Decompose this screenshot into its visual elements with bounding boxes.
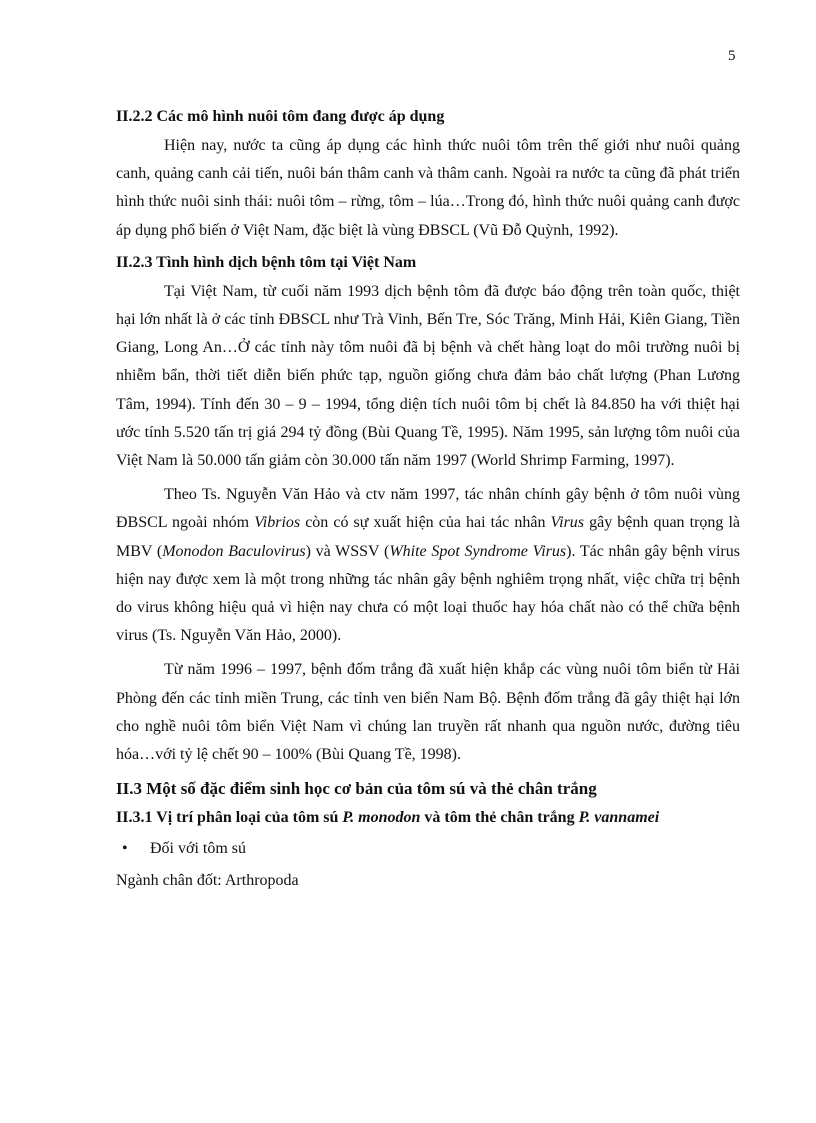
italic-term: Vibrios	[254, 514, 301, 532]
text-run: còn có sự xuất hiện của hai tác nhân	[300, 514, 551, 532]
taxonomy-line: Ngành chân đốt: Arthropoda	[116, 872, 299, 890]
paragraph-pathogens	[116, 481, 740, 650]
text-run: ). Tác nhân gây bệnh virus hiện nay được xem là một trong những tác nhân gây bệnh nghiêm trọng nhất, việc chữa trị bệnh do virus không hiệu quả vì hiện nay chưa có một loại thuốc hay hóa chất nào có thể chữa bệnh virus (Ts. Nguyễn Văn Hảo, 2000).	[116, 542, 740, 645]
heading-2-2-2: II.2.2 Các mô hình nuôi tôm đang được áp dụng	[116, 108, 445, 125]
paragraph-white-spot: Từ năm 1996 – 1997, bệnh đốm trắng đã xuất hiện khắp các vùng nuôi tôm biển từ Hải Phòng đến các tỉnh miền Trung, các tỉnh ven biển Nam Bộ. Bệnh đốm trắng đã gây thiệt hại lớn cho nghề nuôi tôm biển Việt Nam vì chúng lan truyền rất nhanh qua nguồn nước, đường tiêu hóa…với tỷ lệ chết 90 – 100% (Bùi Quang Tề, 1998).	[116, 661, 740, 764]
italic-term: White Spot Syndrome Virus	[389, 542, 567, 560]
paragraph-shrimp-farming-models: Hiện nay, nước ta cũng áp dụng các hình thức nuôi tôm trên thế giới như nuôi quảng canh, quảng canh cải tiến, nuôi bán thâm canh và thâm canh. Ngoài ra nước ta cũng đã phát triển hình thức nuôi sinh thái: nuôi tôm – rừng, tôm – lúa…Trong đó, hình thức nuôi quảng canh được áp dụng phổ biến ở Việt Nam, đặc biệt là vùng ĐBSCL (Vũ Đỗ Quỳnh, 1992).	[116, 137, 740, 239]
heading-2-3: II.3 Một số đặc điểm sinh học cơ bản của tôm sú và thẻ chân trắng	[116, 779, 597, 799]
heading-2-3-1	[116, 807, 740, 829]
heading-text: II.3.1 Vị trí phân loại của tôm sú	[116, 809, 343, 827]
text-run: gây bệnh quan trọng là MBV (	[116, 514, 741, 560]
species-name: P. monodon	[342, 809, 421, 827]
heading-text: và tôm thẻ chân trắng	[420, 809, 579, 827]
heading-2-2-3: II.2.3 Tình hình dịch bệnh tôm tại Việt Nam	[116, 253, 417, 271]
italic-term: Virus	[550, 514, 585, 532]
paragraph-disease-situation: Tại Việt Nam, từ cuối năm 1993 dịch bệnh tôm đã được báo động trên toàn quốc, thiệt hại lớn nhất là ở các tỉnh ĐBSCL như Trà Vinh, Bến Tre, Sóc Trăng, Minh Hải, Kiên Giang, Tiền Giang, Long An…Ở các tỉnh này tôm nuôi đã bị bệnh và chết hàng loạt do môi trường nuôi bị nhiễm bẩn, thời tiết diễn biến phức tạp, nguồn giống chưa đảm bảo chất lượng (Phan Lương Tâm, 1994). Tính đến 30 – 9 – 1994, tổng diện tích nuôi tôm bị chết là 84.850 ha với thiệt hại ước tính 5.520 tấn trị giá 294 tỷ đồng (Bùi Quang Tề, 1995). Năm 1995, sản lượng tôm nuôi của Việt Nam là 50.000 tấn giảm còn 30.000 tấn năm 1997 (World Shrimp Farming, 1997).	[116, 282, 740, 470]
bullet-item	[116, 835, 740, 863]
bullet-text: Đối với tôm sú	[150, 840, 247, 858]
text-run: ) và WSSV (	[305, 542, 390, 560]
bullet-icon: •	[122, 840, 128, 858]
italic-term: Monodon Baculovirus	[162, 542, 306, 560]
page-number: 5	[728, 48, 736, 64]
document-body	[116, 106, 740, 895]
species-name: P. vannamei	[578, 809, 660, 827]
text-run: Theo Ts. Nguyễn Văn Hảo và ctv năm 1997, tác nhân chính gây bệnh ở tôm nuôi vùng ĐBSCL ngoài nhóm	[116, 486, 740, 532]
